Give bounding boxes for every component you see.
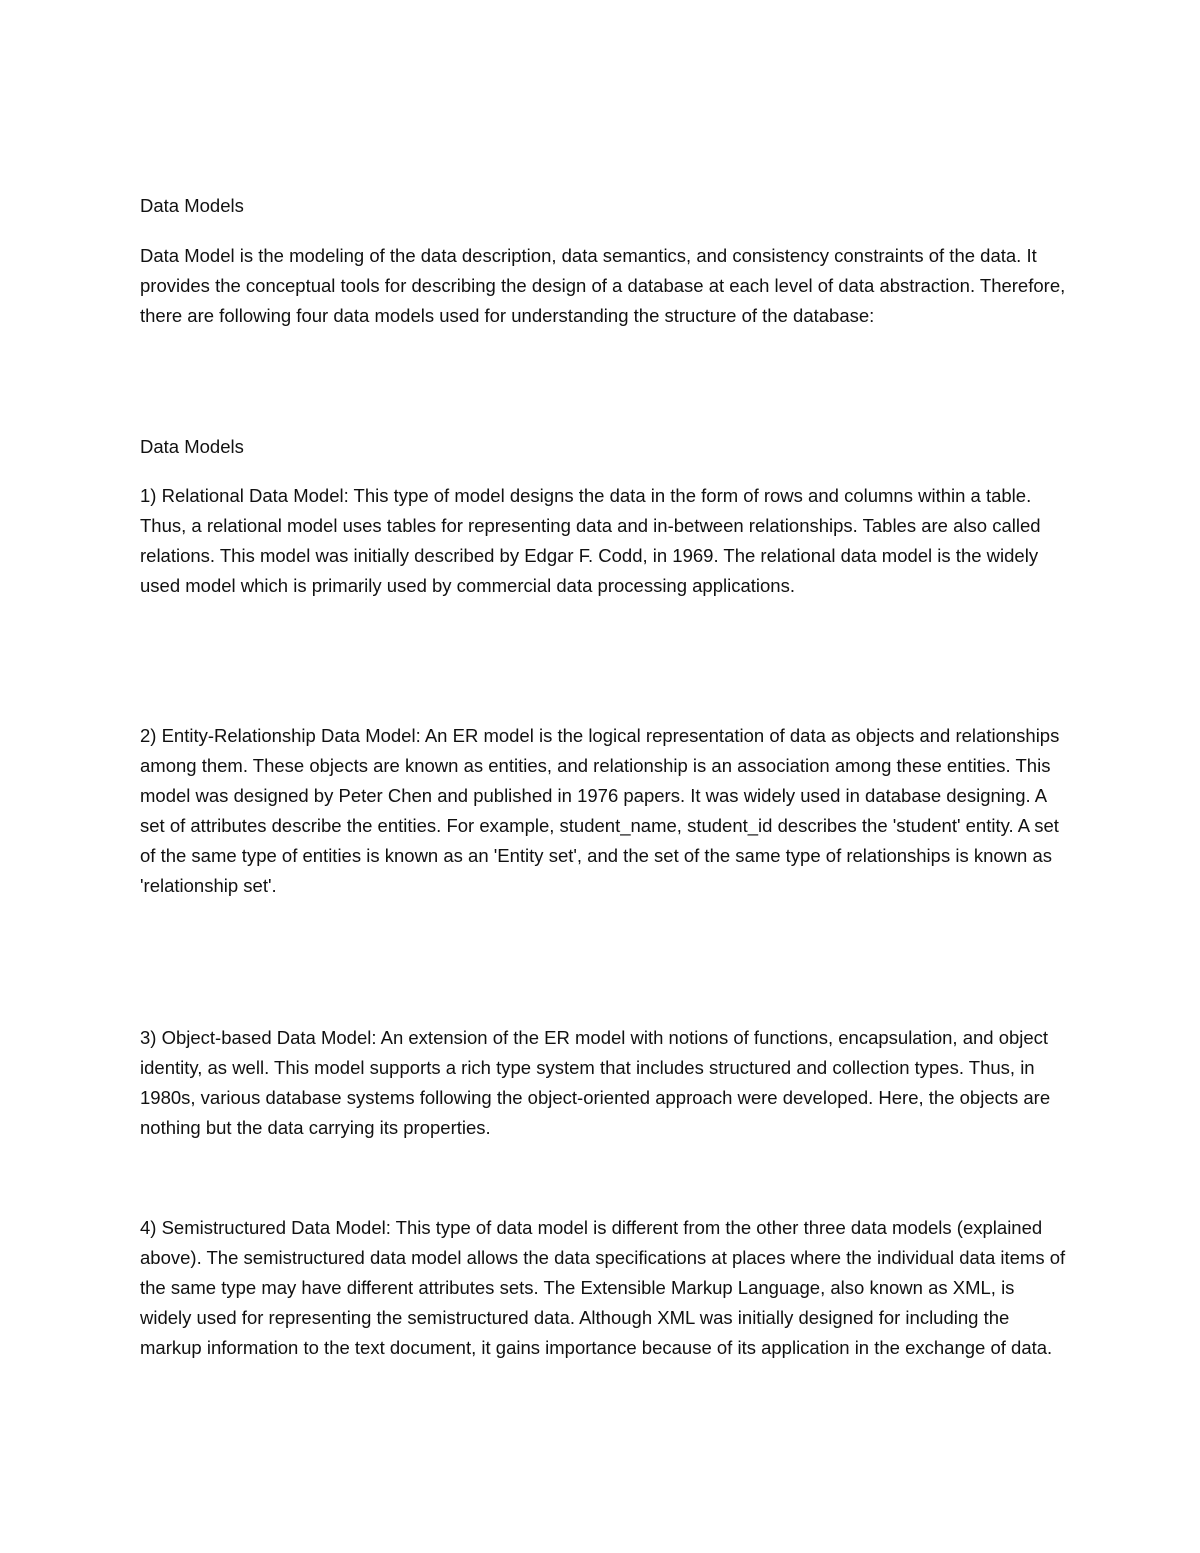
semistructured-model-paragraph: 4) Semistructured Data Model: This type of data model is different from the other three data models (explained above). The semistructured data model allows the data specifications at places where the individual data items of the same type may have different attributes sets. The Extensible Markup Language, also known as XML, is widely used for representing the semistructured data. Although XML was initially designed for including the markup information to the text document, it gains importance because of its application in the exchange of data. [140,1217,1066,1358]
relational-model-paragraph: 1) Relational Data Model: This type of model designs the data in the form of rows and columns within a table. Thus, a relational model uses tables for representing data and in-between relationships. Tables are also called relations. This model was initially described by Edgar F. Codd, in 1969. The relational data model is the widely used model which is primarily used by commercial data processing applications. [140,485,1041,596]
object-based-model-paragraph: 3) Object-based Data Model: An extension of the ER model with notions of functions, encapsulation, and object identity, as well. This model supports a rich type system that includes structured and collection types. Thus, in 1980s, various database systems following the object-oriented approach were developed. Here, the objects are nothing but the data carrying its properties. [140,1027,1051,1138]
section-heading: Data Models [140,195,244,216]
intro-paragraph: Data Model is the modeling of the data description, data semantics, and consistency constraints of the data. It provides the conceptual tools for describing the design of a database at each level of data abstraction. Therefore, there are following four data models used for understanding the structure of the database: [140,245,1066,326]
section-heading-repeat: Data Models [140,436,244,457]
er-model-paragraph: 2) Entity-Relationship Data Model: An ER model is the logical representation of data as objects and relationships among them. These objects are known as entities, and relationship is an association among these entities. This model was designed by Peter Chen and published in 1976 papers. It was widely used in database designing. A set of attributes describe the entities. For example, student_name, student_id describes the 'student' entity. A set of the same type of entities is known as an 'Entity set', and the set of the same type of relationships is known as 'relationship set'. [140,725,1060,896]
